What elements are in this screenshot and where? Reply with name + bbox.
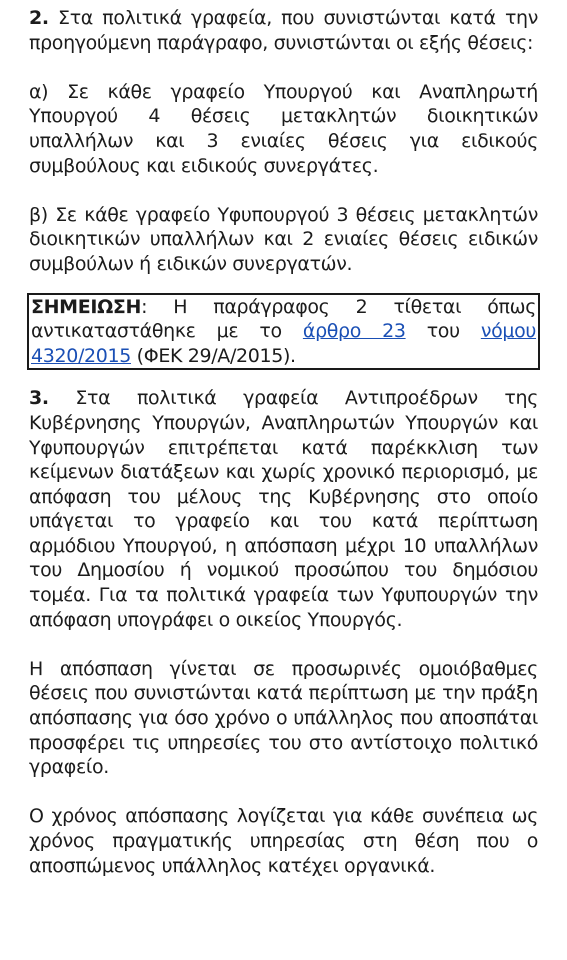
note-text: (ΦΕΚ 29/Α/2015). xyxy=(130,344,296,367)
item-a: α) Σε κάθε γραφείο Υπουργού και Αναπληρωτή Υπουργού 4 θέσεις μετακλητών διοικητικών υπαλλήλων και 3 ενιαίες θέσεις για ειδικούς συμβούλους και ειδικούς συνεργάτες. xyxy=(29,80,538,177)
paragraph-number: 2. xyxy=(29,7,49,29)
paragraph-text: Στα πολιτικά γραφεία, που συνιστώνται κατά την προηγούμενη παράγραφο, συνιστώνται οι εξής θέσεις: xyxy=(29,7,538,54)
paragraph-text: Στα πολιτικά γραφεία Αντιπροέδρων της Κυβέρνησης Υπουργών, Αναπληρωτών Υπουργών και Υφυπουργών επιτρέπεται κατά παρέκκλιση των κείμενων διατάξεων και χωρίς χρονικό περιορισμό, με απόφαση του μέλους της Κυβέρνησης στο οποίο υπάγεται το γραφείο και του κατά περίπτωση αρμόδιου Υπουργού, η απόσπαση μέχρι 10 υπαλλήλων του Δημοσίου ή νομικού προσώπου του δημόσιου τομέα. Για τα πολιτικά γραφεία των Υφυπουργών την απόφαση υπογράφει ο οικείος Υπουργός. xyxy=(29,387,538,631)
amendment-note xyxy=(27,293,540,371)
law-4320-2015-link[interactable]: νόμου 4320/2015 xyxy=(31,320,537,367)
item-b: β) Σε κάθε γραφείο Υφυπουργού 3 θέσεις μετακλητών διοικητικών υπαλλήλων και 2 ενιαίες θέσεις ειδικών συμβούλων ή ειδικών συνεργατών. xyxy=(29,203,538,275)
law-document xyxy=(29,6,538,878)
paragraph-service-time: Ο χρόνος απόσπασης λογίζεται για κάθε συνέπεια ως χρόνος πραγματικής υπηρεσίας στη θέση που ο αποσπώμενος υπάλληλος κατέχει οργανικά. xyxy=(29,805,538,877)
paragraph-2 xyxy=(29,6,538,55)
paragraph-3 xyxy=(29,386,538,632)
spacer xyxy=(29,178,538,203)
spacer xyxy=(29,632,538,657)
spacer xyxy=(29,780,538,805)
spacer xyxy=(29,370,538,386)
paragraph-secondment: Η απόσπαση γίνεται σε προσωρινές ομοιόβαθμες θέσεις που συνιστώνται κατά περίπτωση με την πράξη απόσπασης για όσο χρόνο ο υπάλληλος που αποσπάται προσφέρει τις υπηρεσίες του στο αντίστοιχο πολιτικό γραφείο. xyxy=(29,657,538,779)
article-23-link[interactable]: άρθρο 23 xyxy=(302,320,406,343)
note-text: του xyxy=(405,320,481,343)
note-label: ΣΗΜΕΙΩΣΗ xyxy=(31,295,142,318)
note-text: : Η παράγραφος 2 τίθεται όπως αντικαταστάθηκε με το xyxy=(31,295,536,343)
paragraph-number: 3. xyxy=(29,387,49,410)
spacer xyxy=(29,277,538,293)
spacer xyxy=(29,55,538,80)
